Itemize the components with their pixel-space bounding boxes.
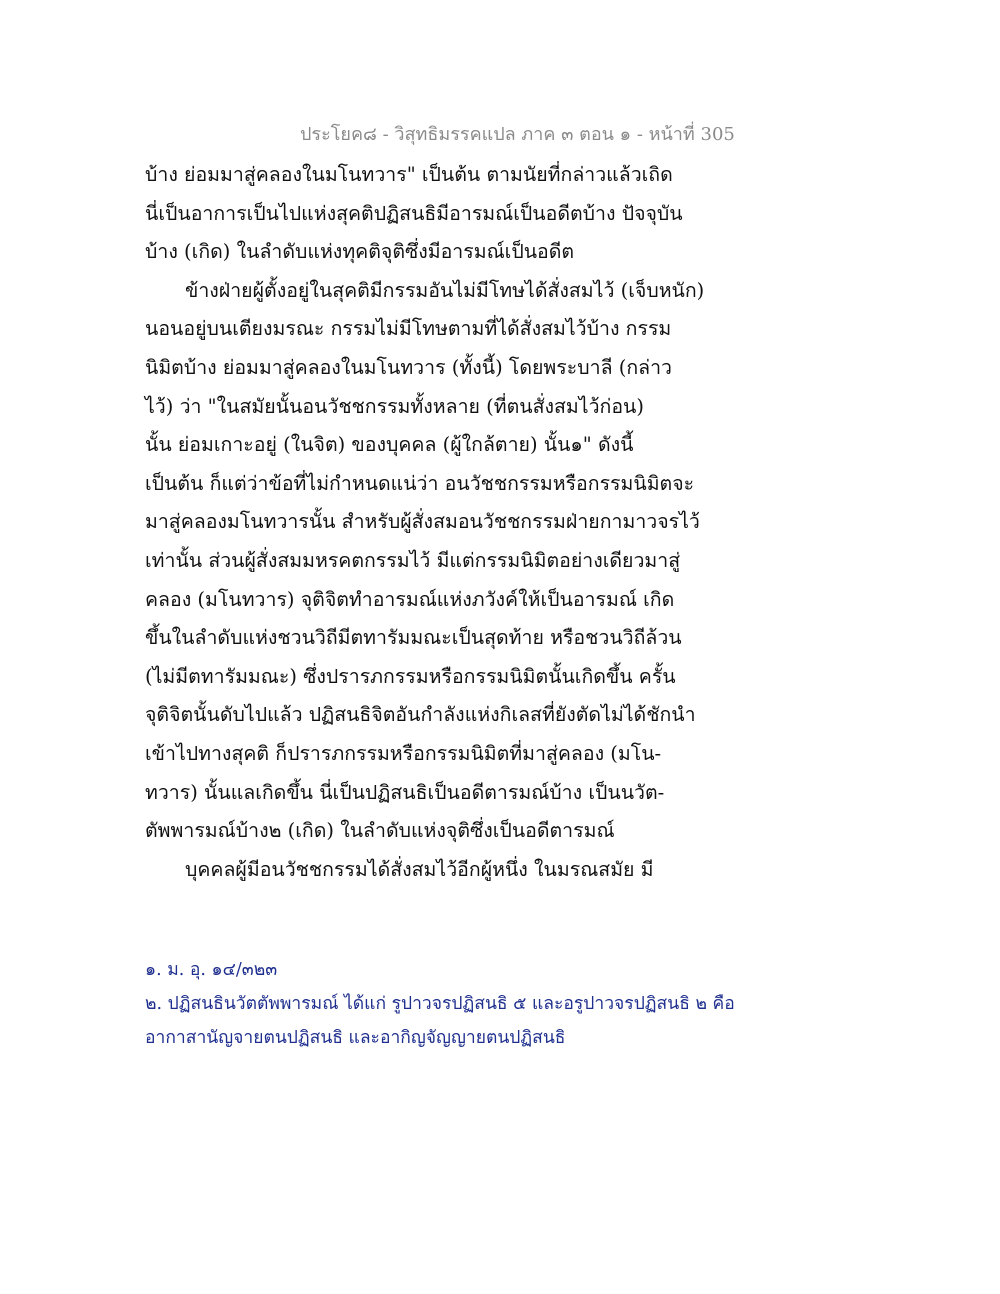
body-line: เข้าไปทางสุคติ ก็ปรารภกรรมหรือกรรมนิมิตที่มาสู่คลอง (มโน- [145, 741, 662, 765]
body-line: (ไม่มีตทารัมมณะ) ซึ่งปรารภกรรมหรือกรรมนิมิตนั้นเกิดขึ้น ครั้น [145, 664, 676, 688]
body-line: นี่เป็นอาการเป็นไปแห่งสุคติปฏิสนธิมีอารมณ์เป็นอดีตบ้าง ปัจจุบัน [145, 201, 683, 225]
body-line: เท่านั้น ส่วนผู้สั่งสมมหรคตกรรมไว้ มีแต่กรรมนิมิตอย่างเดียวมาสู่ [145, 548, 681, 572]
footnote-line: อากาสานัญจายตนปฏิสนธิ และอากิญจัญญายตนปฏิสนธิ [145, 1028, 566, 1048]
body-line: นอนอยู่บนเตียงมรณะ กรรมไม่มีโทษตามที่ได้สั่งสมไว้บ้าง กรรม [145, 317, 672, 341]
body-line: บ้าง ย่อมมาสู่คลองในมโนทวาร" เป็นต้น ตามนัยที่กล่าวแล้วเถิด [145, 163, 673, 186]
body-line: มาสู่คลองมโนทวารนั้น สำหรับผู้สั่งสมอนวัชชกรรมฝ่ายกามาวจรไว้ [145, 510, 700, 534]
footnote-line: ๑. ม. อุ. ๑๔/๓๒๓ [145, 960, 278, 980]
body-line: นิมิตบ้าง ย่อมมาสู่คลองในมโนทวาร (ทั้งนี้) โดยพระบาลี (กล่าว [145, 355, 672, 379]
body-line: จุติจิตนั้นดับไปแล้ว ปฏิสนธิจิตอันกำลังแห่งกิเลสที่ยังตัดไม่ได้ชักนำ [145, 703, 696, 727]
body-line: ทวาร) นั้นแลเกิดขึ้น นี่เป็นปฏิสนธิเป็นอดีตารมณ์บ้าง เป็นนวัต- [145, 780, 665, 804]
body-line: ขึ้นในลำดับแห่งชวนวิถีมีตทารัมมณะเป็นสุดท้าย หรือชวนวิถีล้วน [145, 626, 682, 650]
body-text [145, 156, 725, 889]
body-line: นั้น ย่อมเกาะอยู่ (ในจิต) ของบุคคล (ผู้ใกล้ตาย) นั้น๑" ดังนี้ [145, 433, 634, 457]
body-line: เป็นต้น ก็แต่ว่าข้อที่ไม่กำหนดแน่ว่า อนวัชชกรรมหรือกรรมนิมิตจะ [145, 471, 695, 495]
body-line: คลอง (มโนทวาร) จุติจิตทำอารมณ์แห่งภวังค์ให้เป็นอารมณ์ เกิด [145, 587, 675, 611]
page-header: ประโยค๘ - วิสุทธิมรรคแปล ภาค ๓ ตอน ๑ - หน้าที่ 305 [300, 124, 735, 145]
body-line: บ้าง (เกิด) ในลำดับแห่งทุคติจุติซึ่งมีอารมณ์เป็นอดีต [145, 240, 575, 264]
body-line: ไว้) ว่า "ในสมัยนั้นอนวัชชกรรมทั้งหลาย (ที่ตนสั่งสมไว้ก่อน) [145, 394, 644, 418]
footnote-line: ๒. ปฏิสนธินวัตตัพพารมณ์ ได้แก่ รูปาวจรปฏิสนธิ ๕ และอรูปาวจรปฏิสนธิ ๒ คือ [145, 994, 735, 1014]
body-line: ข้างฝ่ายผู้ตั้งอยู่ในสุคติมีกรรมอันไม่มีโทษได้สั่งสมไว้ (เจ็บหนัก) [185, 278, 705, 302]
body-line: ตัพพารมณ์บ้าง๒ (เกิด) ในลำดับแห่งจุติซึ่งเป็นอดีตารมณ์ [145, 819, 615, 843]
footnotes [145, 953, 785, 1055]
body-line: บุคคลผู้มีอนวัชชกรรมได้สั่งสมไว้อีกผู้หนึ่ง ในมรณสมัย มี [185, 857, 654, 881]
